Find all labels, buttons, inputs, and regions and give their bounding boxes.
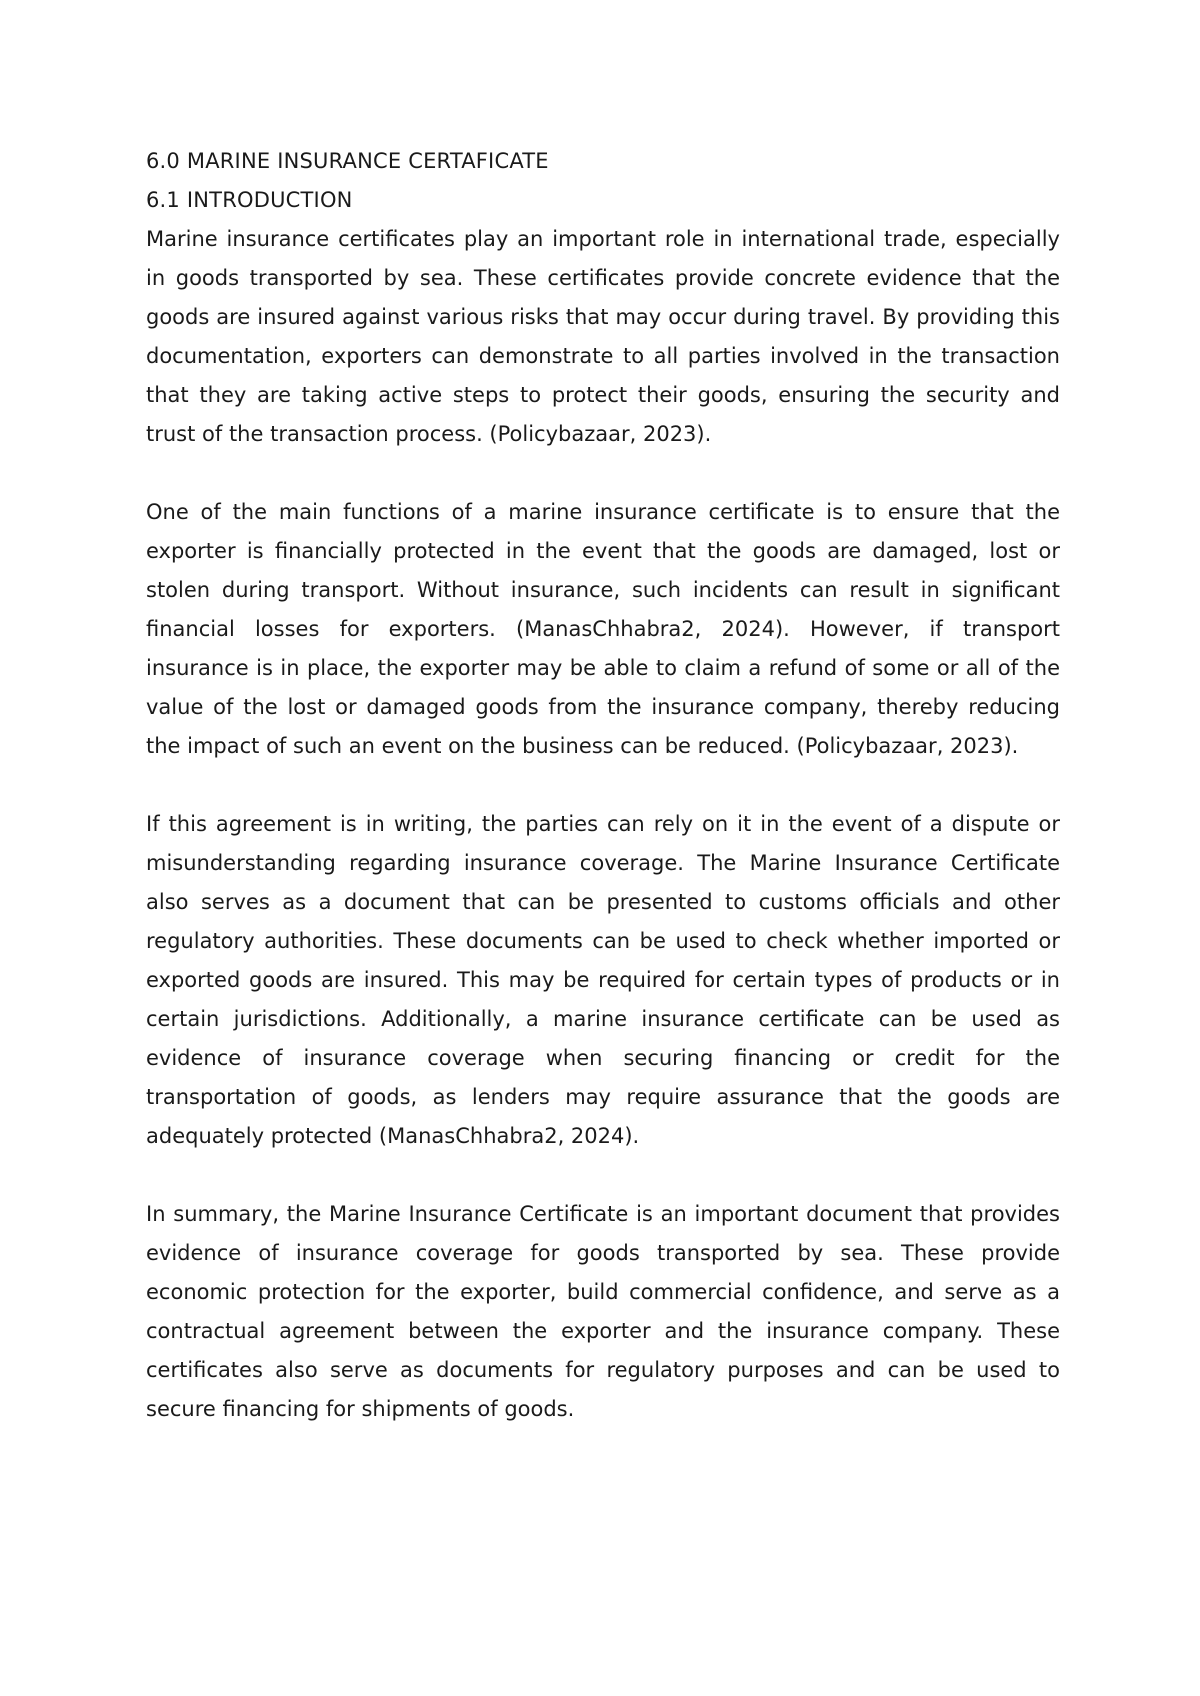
section-title: 6.0 MARINE INSURANCE CERTAFICATE <box>146 149 549 173</box>
paragraph-3: If this agreement is in writing, the parties can rely on it in the event of a dispute or misunderstanding regarding insurance coverage. The Marine Insurance Certificate also serves as a document that can be presented to customs officials and other regulatory authorities. These documents can be used to check whether imported or exported goods are insured. This may be required for certain types of products or in certain jurisdictions. Additionally, a marine insurance certificate can be used as evidence of insurance coverage when securing financing or credit for the transportation of goods, as lenders may require assurance that the goods are adequately protected (ManasChhabra2, 2024). <box>146 812 1060 1148</box>
paragraph-1: Marine insurance certificates play an important role in international trade, especially in goods transported by sea. These certificates provide concrete evidence that the goods are insured against various risks that may occur during travel. By providing this documentation, exporters can demonstrate to all parties involved in the transaction that they are taking active steps to protect their goods, ensuring the security and trust of the transaction process. (Policybazaar, 2023). <box>146 227 1060 446</box>
document-page <box>146 142 1060 1429</box>
paragraph-2: One of the main functions of a marine insurance certificate is to ensure that the exporter is financially protected in the event that the goods are damaged, lost or stolen during transport. Without insurance, such incidents can result in significant financial losses for exporters. (ManasChhabra2, 2024). However, if transport insurance is in place, the exporter may be able to claim a refund of some or all of the value of the lost or damaged goods from the insurance company, thereby reducing the impact of such an event on the business can be reduced. (Policybazaar, 2023). <box>146 500 1060 758</box>
paragraph-4: In summary, the Marine Insurance Certificate is an important document that provides evidence of insurance coverage for goods transported by sea. These provide economic protection for the exporter, build commercial confidence, and serve as a contractual agreement between the exporter and the insurance company. These certificates also serve as documents for regulatory purposes and can be used to secure financing for shipments of goods. <box>146 1202 1060 1421</box>
section-subtitle: 6.1 INTRODUCTION <box>146 188 353 212</box>
